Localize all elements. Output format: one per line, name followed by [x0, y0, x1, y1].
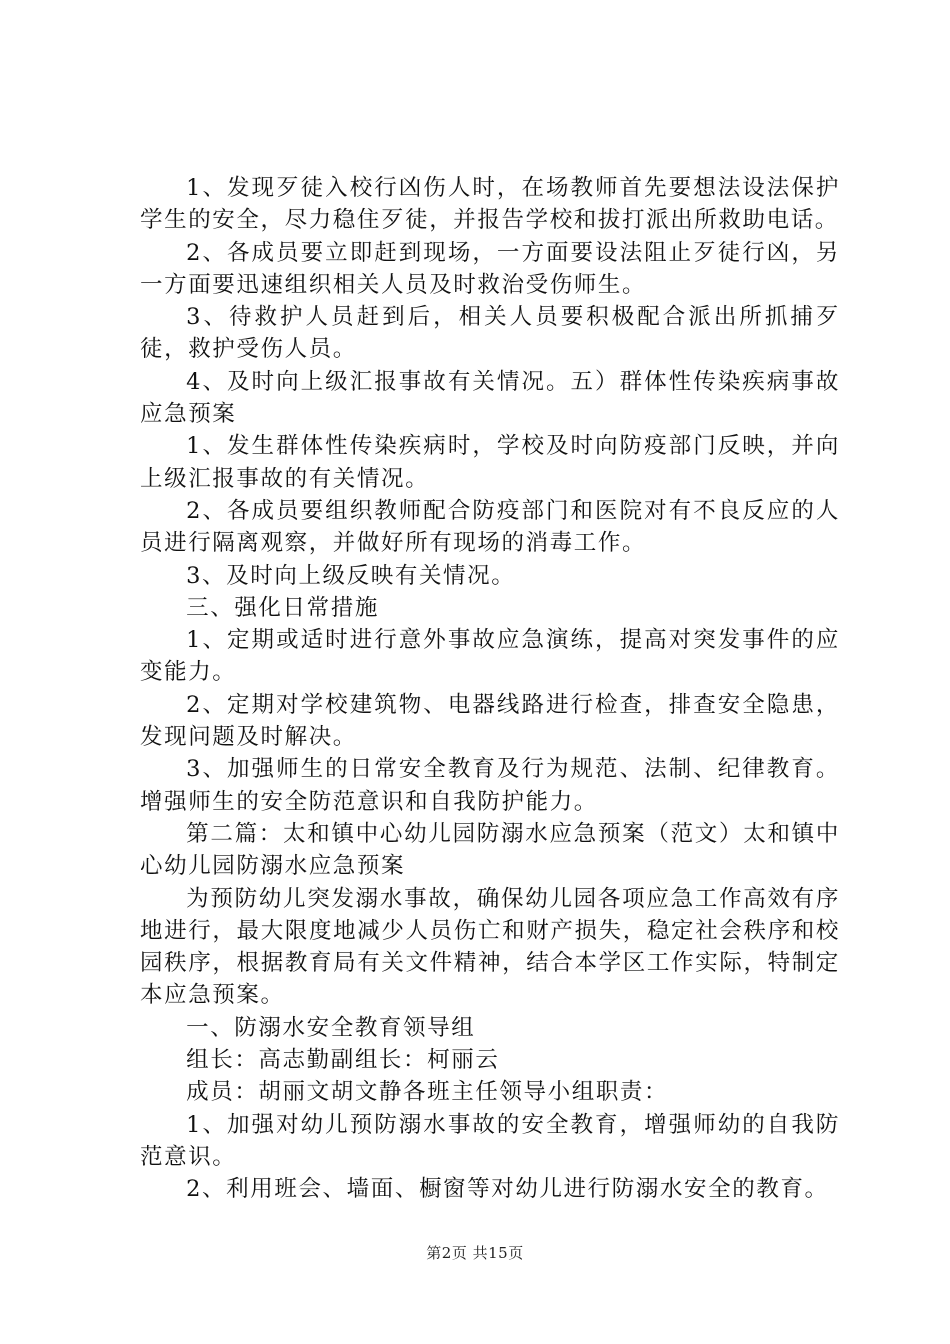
paragraph: 组长：高志勤副组长：柯丽云	[186, 1047, 500, 1074]
paragraph: 2、各成员要立即赶到现场，一方面要设法阻止歹徒行凶，另一方面要迅速组织相关人员及时救治受伤师生。	[140, 239, 840, 298]
paragraph: 1、发现歹徒入校行凶伤人时，在场教师首先要想法设法保护学生的安全，尽力稳住歹徒，并报告学校和拔打派出所救助电话。	[140, 175, 840, 234]
chapter-heading: 第二篇：太和镇中心幼儿园防溺水应急预案（范文）太和镇中心幼儿园防溺水应急预案	[140, 820, 840, 880]
paragraph: 3、加强师生的日常安全教育及行为规范、法制、纪律教育。增强师生的安全防范意识和自我防护能力。	[140, 756, 840, 815]
paragraph: 2、各成员要组织教师配合防疫部门和医院对有不良反应的人员进行隔离观察，并做好所有现场的消毒工作。	[140, 497, 840, 557]
paragraph: 1、发生群体性传染疾病时，学校及时向防疫部门反映，并向上级汇报事故的有关情况。	[140, 433, 840, 492]
page-number-label: 第2页 共15页	[426, 1244, 524, 1262]
paragraph: 成员：胡丽文胡文静各班主任领导小组职责：	[186, 1079, 669, 1106]
section-heading: 三、强化日常措施	[186, 594, 379, 621]
paragraph: 4、及时向上级汇报事故有关情况。五）群体性传染疾病事故应急预案	[140, 368, 840, 428]
paragraph: 3、待救护人员赶到后，相关人员要积极配合派出所抓捕歹徒，救护受伤人员。	[140, 304, 840, 363]
paragraph: 2、利用班会、墙面、橱窗等对幼儿进行防溺水安全的教育。	[186, 1176, 829, 1203]
section-heading: 一、防溺水安全教育领导组	[186, 1014, 476, 1041]
paragraph: 1、定期或适时进行意外事故应急演练，提高对突发事件的应变能力。	[140, 627, 840, 686]
document-body	[140, 172, 840, 1206]
paragraph: 为预防幼儿突发溺水事故，确保幼儿园各项应急工作高效有序地进行，最大限度地减少人员伤亡和财产损失，稳定社会秩序和校园秩序，根据教育局有关文件精神，结合本学区工作实际，特制定本应急预案。	[140, 885, 840, 1009]
page-footer	[0, 1243, 950, 1263]
paragraph: 1、加强对幼儿预防溺水事故的安全教育，增强师幼的自我防范意识。	[140, 1111, 840, 1170]
paragraph: 2、定期对学校建筑物、电器线路进行检查，排查安全隐患，发现问题及时解决。	[140, 691, 840, 751]
paragraph: 3、及时向上级反映有关情况。	[186, 562, 516, 589]
